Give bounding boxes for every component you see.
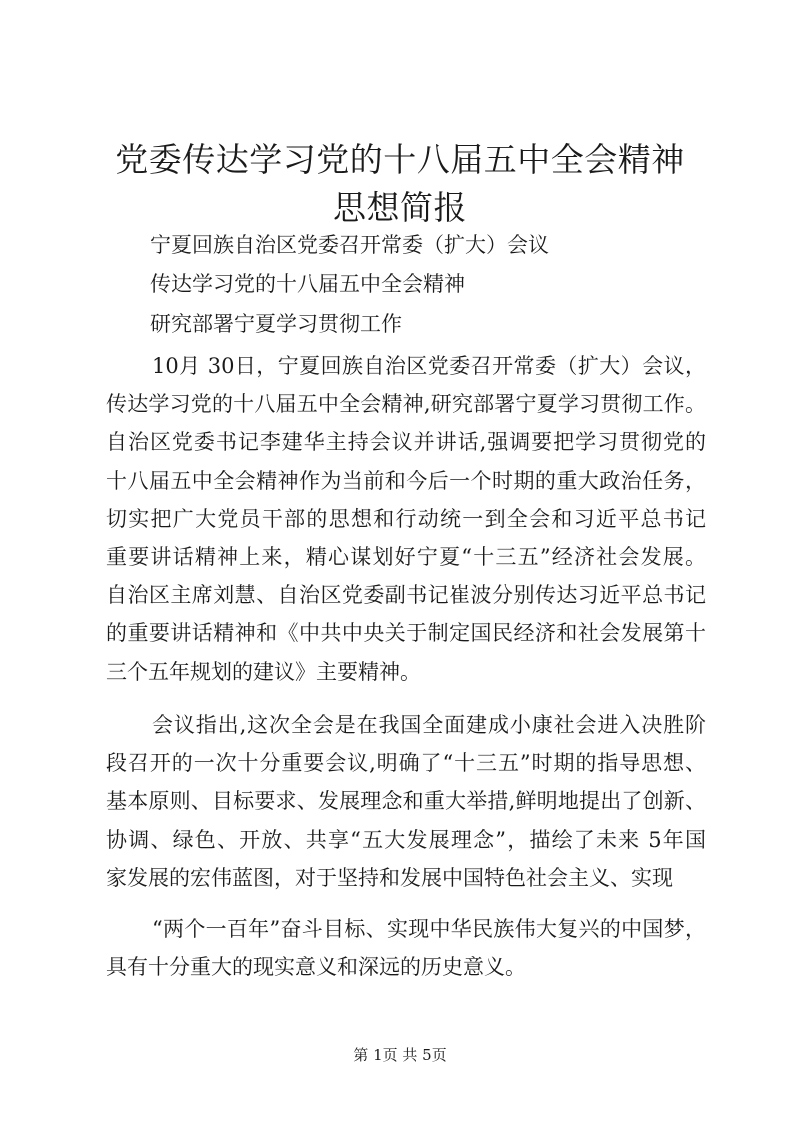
paragraph-1-line: 自治区主席刘慧、自治区党委副书记崔波分别传达习近平总书记 bbox=[106, 583, 706, 608]
paragraph-1-line: 10月 30日，宁夏回族自治区党委召开常委（扩大）会议， bbox=[152, 354, 706, 378]
paragraph-1-line: 十八届五中全会精神作为当前和今后一个时期的重大政治任务， bbox=[106, 468, 706, 493]
subtitle-line-3: 研究部署宁夏学习贯彻工作 bbox=[150, 312, 402, 336]
document-title: 党委传达学习党的十八届五中全会精神思想简报 bbox=[115, 140, 685, 227]
paragraph-2-line: 协调、绿色、开放、共享“五大发展理念”，描绘了未来 5年国 bbox=[106, 827, 706, 852]
subtitle-line-1: 宁夏回族自治区党委召开常委（扩大）会议 bbox=[150, 233, 549, 257]
paragraph-1-line: 重要讲话精神上来，精心谋划好宁夏“十三五”经济社会发展。 bbox=[106, 545, 706, 570]
page-footer: 第 1页 共 5页 bbox=[353, 1046, 447, 1064]
paragraph-2-line: 段召开的一次十分重要会议,明确了“十三五”时期的指导思想、 bbox=[106, 751, 706, 776]
paragraph-1 bbox=[106, 347, 706, 691]
paragraph-1-line: 的重要讲话精神和《中共中央关于制定国民经济和社会发展第十 bbox=[106, 621, 706, 646]
paragraph-2-line: 会议指出,这次全会是在我国全面建成小康社会进入决胜阶 bbox=[152, 713, 706, 737]
paragraph-1-line: 切实把广大党员干部的思想和行动统一到全会和习近平总书记 bbox=[106, 506, 706, 531]
paragraph-3-line: 具有十分重大的现实意义和深远的历史意义。 bbox=[106, 955, 526, 980]
paragraph-1-line: 三个五年规划的建议》主要精神。 bbox=[106, 659, 421, 684]
paragraph-2-line: 家发展的宏伟蓝图，对于坚持和发展中国特色社会主义、实现 bbox=[106, 865, 673, 890]
subtitle-line-2: 传达学习党的十八届五中全会精神 bbox=[150, 272, 465, 296]
paragraph-3 bbox=[106, 910, 706, 986]
paragraph-2 bbox=[106, 706, 706, 897]
paragraph-2-line: 基本原则、目标要求、发展理念和重大举措,鲜明地提出了创新、 bbox=[106, 789, 706, 814]
paragraph-1-line: 自治区党委书记李建华主持会议并讲话,强调要把学习贯彻党的 bbox=[106, 430, 706, 455]
paragraph-1-line: 传达学习党的十八届五中全会精神,研究部署宁夏学习贯彻工作。 bbox=[106, 392, 706, 417]
paragraph-3-line: “两个一百年”奋斗目标、实现中华民族伟大复兴的中国梦， bbox=[152, 917, 706, 941]
